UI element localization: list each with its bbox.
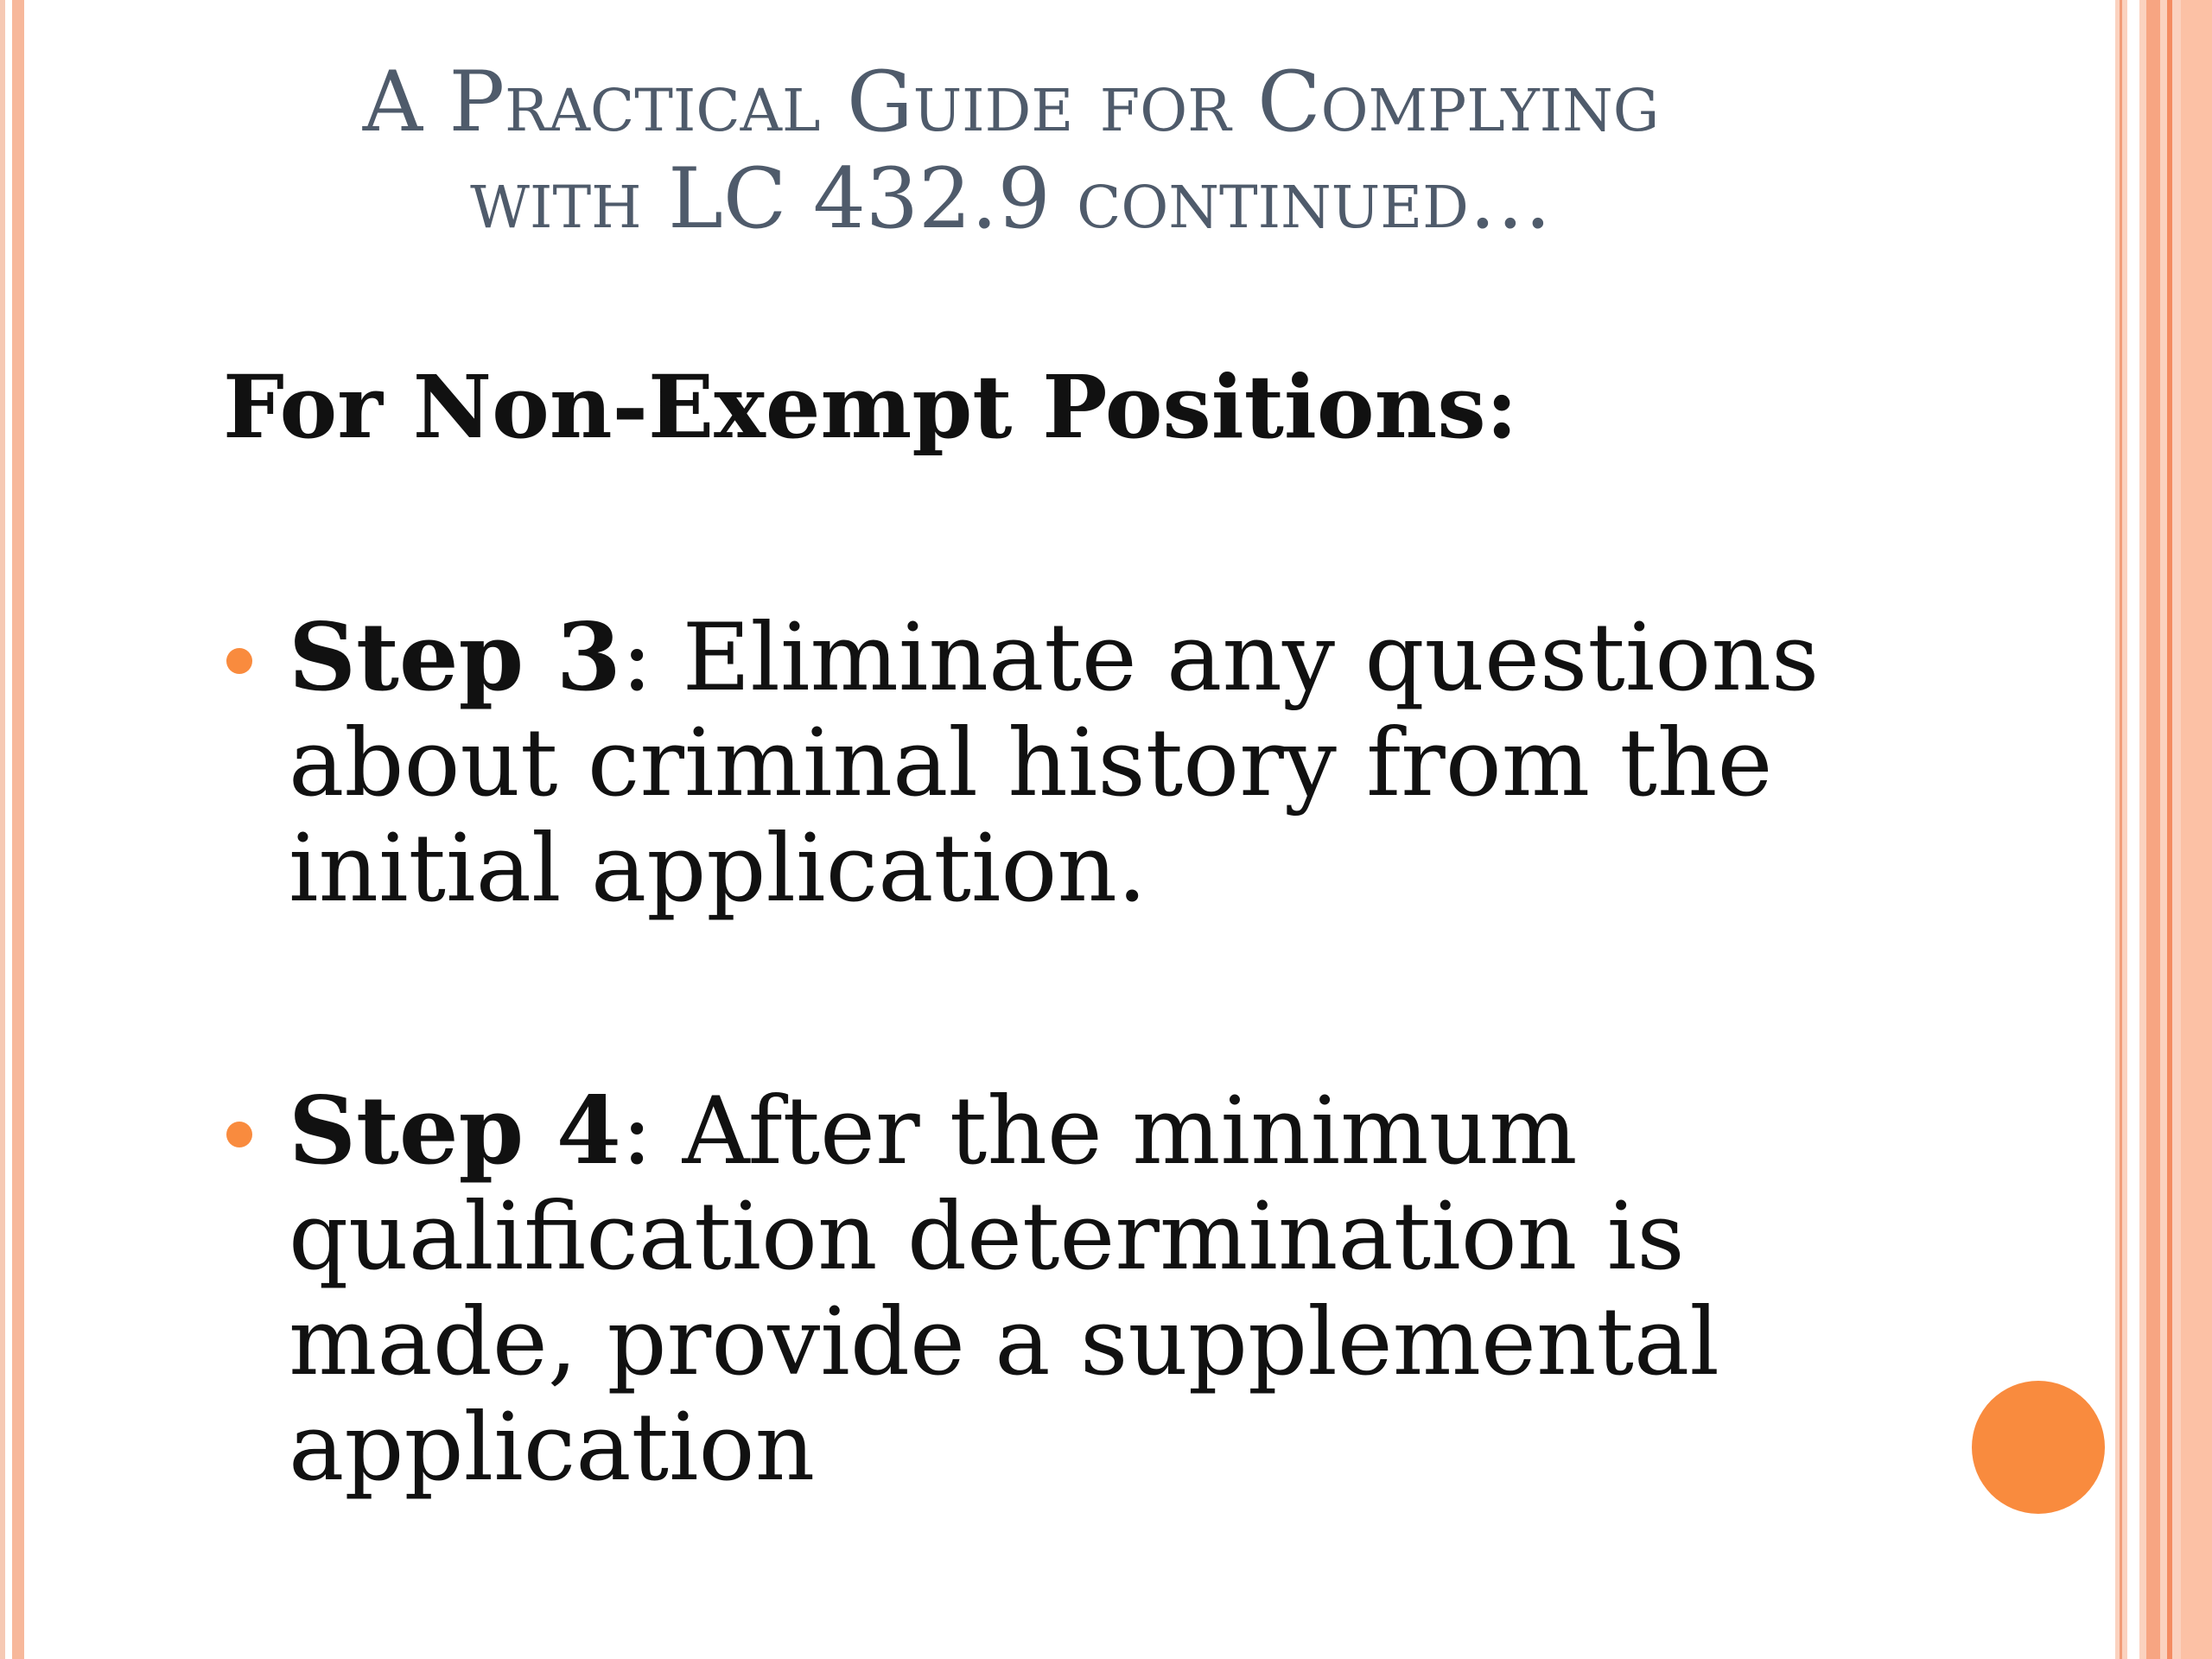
bullet-step-4-line-3: made, provide a supplemental	[289, 1288, 1719, 1396]
right-border-edge	[2181, 0, 2212, 1659]
bullet-step-3-line-3: initial application.	[289, 815, 1147, 923]
step-text: After the minimum	[652, 1077, 1578, 1185]
bullet-circle-icon	[226, 648, 252, 674]
step-text: Eliminate any questions	[652, 604, 1820, 712]
step-colon: :	[620, 1077, 653, 1185]
right-border-line	[2167, 0, 2172, 1659]
bullet-step-4	[289, 1078, 2086, 1501]
slide-title	[207, 54, 1815, 247]
left-border-band	[12, 0, 24, 1659]
right-border-line	[2146, 0, 2160, 1659]
section-heading: For Non-Exempt Positions:	[223, 356, 1518, 458]
bullet-circle-icon	[226, 1122, 252, 1147]
bullet-step-3-line-1	[289, 605, 2086, 711]
bullet-step-3-line-2: about criminal history from the	[289, 709, 1773, 817]
right-border-line	[2120, 0, 2122, 1659]
bullet-step-3	[289, 605, 2086, 922]
slide-title-line-1: A Practical Guide for Complying	[362, 54, 1660, 150]
right-border-gap	[2127, 0, 2139, 1659]
step-label: Step 4	[289, 1077, 621, 1185]
decorative-circle-icon	[1972, 1381, 2105, 1514]
left-border-stripe	[0, 0, 5, 1659]
step-colon: :	[620, 604, 653, 712]
slide-title-line-2: with LC 432.9 continued…	[470, 150, 1552, 247]
bullet-step-4-line-2: qualification determination is	[289, 1183, 1685, 1291]
step-label: Step 3	[289, 603, 621, 712]
bullet-step-4-line-4: application	[289, 1394, 816, 1502]
bullet-step-4-line-1	[289, 1078, 2086, 1185]
